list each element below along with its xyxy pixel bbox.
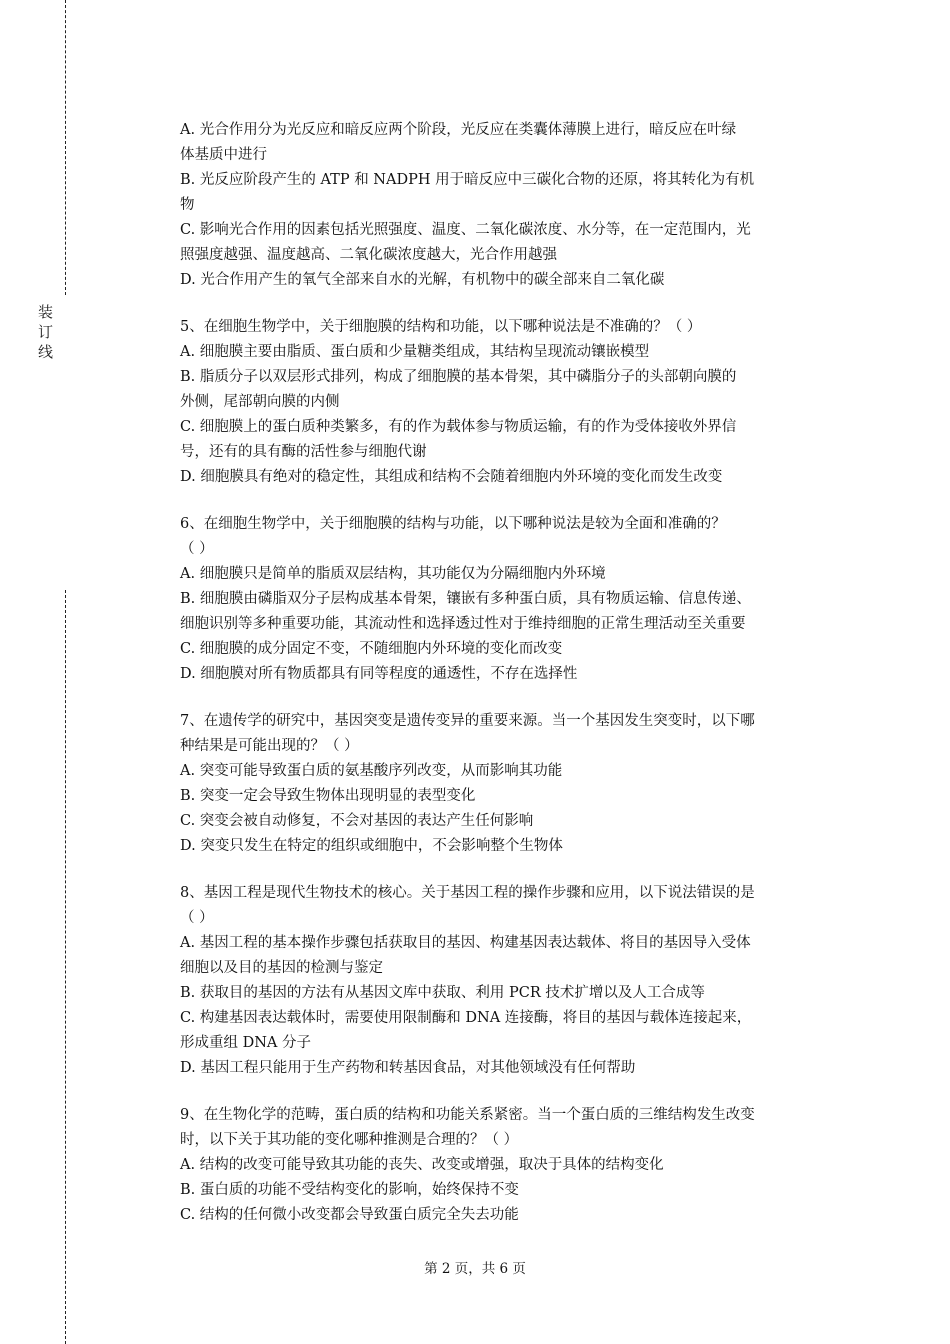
question-block (180, 881, 840, 1081)
answer-option-line: 细胞识别等多种重要功能，其流动性和选择透过性对于维持细胞的正常生理活动至关重要 (180, 616, 746, 632)
answer-option-line: D. 细胞膜对所有物质都具有同等程度的通透性，不存在选择性 (180, 666, 578, 682)
binding-dashed-line-top (65, 0, 66, 295)
question-stem-line: 种结果是可能出现的？（ ） (180, 738, 359, 754)
question-stem-line: （ ） (180, 541, 214, 557)
answer-option-line: C. 影响光合作用的因素包括光照强度、温度、二氧化碳浓度、水分等，在一定范围内，光 (180, 222, 751, 238)
question-stem-line: 5、在细胞生物学中，关于细胞膜的结构和功能，以下哪种说法是不准确的？（ ） (180, 319, 702, 335)
question-block (180, 512, 840, 687)
answer-option (180, 1178, 840, 1203)
answer-option-line: C. 细胞膜的成分固定不变，不随细胞内外环境的变化而改变 (180, 641, 563, 657)
answer-option-line: A. 细胞膜只是简单的脂质双层结构，其功能仅为分隔细胞内外环境 (180, 566, 606, 582)
answer-option (180, 931, 840, 981)
answer-option (180, 809, 840, 834)
question-block (180, 709, 840, 859)
answer-option (180, 759, 840, 784)
answer-option-line: 形成重组 DNA 分子 (180, 1035, 312, 1051)
answer-option-line: D. 基因工程只能用于生产药物和转基因食品，对其他领域没有任何帮助 (180, 1060, 636, 1076)
answer-option (180, 268, 840, 293)
answer-option-line: C. 构建基因表达载体时，需要使用限制酶和 DNA 连接酶，将目的基因与载体连接起来， (180, 1010, 752, 1026)
answer-option-line: A. 结构的改变可能导致其功能的丧失、改变或增强，取决于具体的结构变化 (180, 1157, 664, 1173)
question-stem-line: （ ） (180, 910, 214, 926)
binding-dashed-line-bottom (65, 590, 66, 1344)
answer-option (180, 662, 840, 687)
answer-option-line: C. 细胞膜上的蛋白质种类繁多，有的作为载体参与物质运输，有的作为受体接收外界信 (180, 419, 737, 435)
answer-option-line: D. 光合作用产生的氧气全部来自水的光解，有机物中的碳全部来自二氧化碳 (180, 272, 665, 288)
answer-option (180, 637, 840, 662)
answer-option (180, 1056, 840, 1081)
answer-option-line: B. 脂质分子以双层形式排列，构成了细胞膜的基本骨架，其中磷脂分子的头部朝向膜的 (180, 369, 737, 385)
answer-option-line: A. 突变可能导致蛋白质的氨基酸序列改变，从而影响其功能 (180, 763, 563, 779)
answer-option (180, 465, 840, 490)
question-stem-line: 8、基因工程是现代生物技术的核心。关于基因工程的操作步骤和应用，以下说法错误的是 (180, 885, 755, 901)
answer-option (180, 1006, 840, 1056)
question-stem-line: 6、在细胞生物学中，关于细胞膜的结构与功能，以下哪种说法是较为全面和准确的？ (180, 516, 726, 532)
answer-option (180, 218, 840, 268)
question-block (180, 1103, 840, 1228)
question-block (180, 315, 840, 490)
answer-option-line: 物 (180, 197, 195, 213)
answer-option (180, 168, 840, 218)
question-content (180, 118, 840, 1228)
answer-option (180, 1153, 840, 1178)
answer-option-line: B. 细胞膜由磷脂双分子层构成基本骨架，镶嵌有多种蛋白质，具有物质运输、信息传递、 (180, 591, 751, 607)
answer-option (180, 118, 840, 168)
page-footer: 第 2 页，共 6 页 (424, 1261, 526, 1277)
answer-option (180, 587, 840, 637)
answer-option-line: D. 细胞膜具有绝对的稳定性，其组成和结构不会随着细胞内外环境的变化而发生改变 (180, 469, 723, 485)
answer-option-line: D. 突变只发生在特定的组织或细胞中，不会影响整个生物体 (180, 838, 563, 854)
answer-option-line: 外侧，尾部朝向膜的内侧 (180, 394, 340, 410)
answer-option-line: C. 结构的任何微小改变都会导致蛋白质完全失去功能 (180, 1207, 519, 1223)
answer-option-line: A. 光合作用分为光反应和暗反应两个阶段，光反应在类囊体薄膜上进行，暗反应在叶绿 (180, 122, 737, 138)
answer-option-line: B. 光反应阶段产生的 ATP 和 NADPH 用于暗反应中三碳化合物的还原，将其转化为有机 (180, 172, 755, 188)
answer-option (180, 415, 840, 465)
answer-option (180, 562, 840, 587)
answer-option-line: 照强度越强、温度越高、二氧化碳浓度越大，光合作用越强 (180, 247, 557, 263)
question-stem-line: 时，以下关于其功能的变化哪种推测是合理的？（ ） (180, 1132, 519, 1148)
answer-option-line: C. 突变会被自动修复，不会对基因的表达产生任何影响 (180, 813, 534, 829)
answer-option-line: B. 蛋白质的功能不受结构变化的影响，始终保持不变 (180, 1182, 519, 1198)
answer-option (180, 365, 840, 415)
answer-option (180, 1203, 840, 1228)
question-block (180, 118, 840, 293)
question-stem-line: 9、在生物化学的范畴，蛋白质的结构和功能关系紧密。当一个蛋白质的三维结构发生改变 (180, 1107, 755, 1123)
question-stem-line: 7、在遗传学的研究中，基因突变是遗传变异的重要来源。当一个基因发生突变时，以下哪 (180, 713, 755, 729)
answer-option-line: 号，还有的具有酶的活性参与细胞代谢 (180, 444, 427, 460)
answer-option-line: 体基质中进行 (180, 147, 267, 163)
answer-option (180, 834, 840, 859)
answer-option-line: 细胞以及目的基因的检测与鉴定 (180, 960, 383, 976)
answer-option (180, 340, 840, 365)
answer-option-line: B. 获取目的基因的方法有从基因文库中获取、利用 PCR 技术扩增以及人工合成等 (180, 985, 705, 1001)
answer-option-line: B. 突变一定会导致生物体出现明显的表型变化 (180, 788, 476, 804)
answer-option-line: A. 细胞膜主要由脂质、蛋白质和少量糖类组成，其结构呈现流动镶嵌模型 (180, 344, 650, 360)
binding-line-label: 装订线 (38, 303, 54, 361)
answer-option (180, 784, 840, 809)
answer-option (180, 981, 840, 1006)
answer-option-line: A. 基因工程的基本操作步骤包括获取目的基因、构建基因表达载体、将目的基因导入受体 (180, 935, 751, 951)
